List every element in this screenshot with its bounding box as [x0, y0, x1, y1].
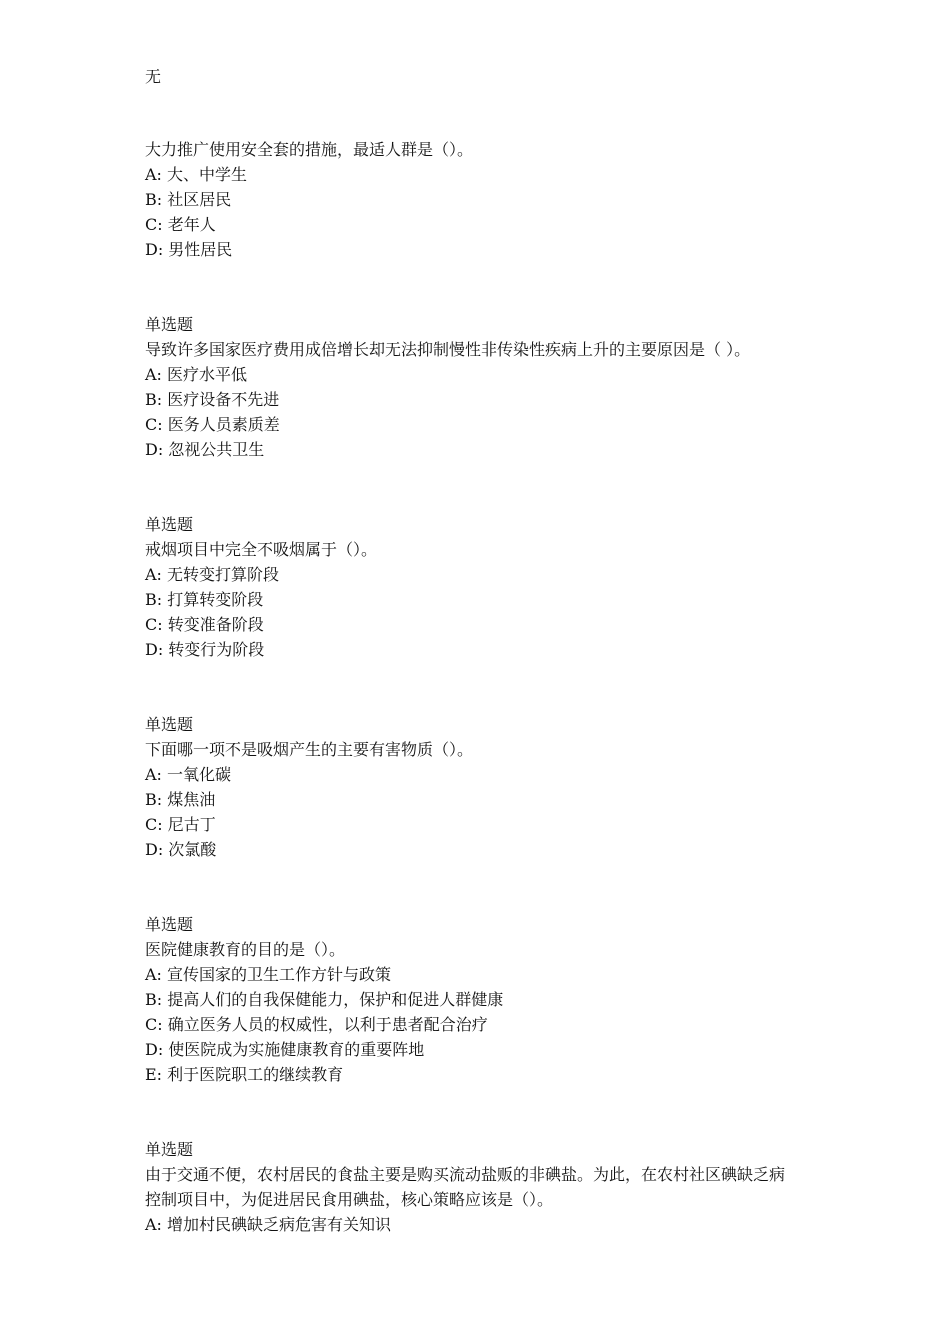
document-page: [145, 0, 825, 1237]
question-stem: 戒烟项目中完全不吸烟属于（）。: [145, 540, 378, 559]
option-a: A: 医疗水平低: [145, 365, 248, 384]
option-d: D: 次氯酸: [145, 840, 217, 859]
option-a: A: 宣传国家的卫生工作方针与政策: [145, 965, 392, 984]
question-stem-line-1: 由于交通不便，农村居民的食盐主要是购买流动盐贩的非碘盐。为此，在农村社区碘缺乏病: [145, 1165, 786, 1184]
option-a: A: 一氧化碳: [145, 765, 232, 784]
option-a: A: 无转变打算阶段: [145, 565, 280, 584]
question-6: [145, 1137, 825, 1237]
question-type: 单选题: [145, 315, 194, 334]
question-stem: 下面哪一项不是吸烟产生的主要有害物质（）。: [145, 740, 474, 759]
top-note: 无: [145, 67, 162, 86]
question-stem: 医院健康教育的目的是（）。: [145, 940, 346, 959]
question-5: [145, 912, 825, 1087]
question-1: [145, 137, 825, 262]
option-e: E: 利于医院职工的继续教育: [145, 1065, 344, 1084]
option-c: C: 转变准备阶段: [145, 615, 264, 634]
option-c: C: 医务人员素质差: [145, 415, 280, 434]
option-a: A: 大、中学生: [145, 165, 248, 184]
option-d: D: 男性居民: [145, 240, 233, 259]
option-b: B: 打算转变阶段: [145, 590, 264, 609]
question-type: 单选题: [145, 1140, 194, 1159]
option-d: D: 使医院成为实施健康教育的重要阵地: [145, 1040, 425, 1059]
question-4: [145, 712, 825, 862]
question-stem: 导致许多国家医疗费用成倍增长却无法抑制慢性非传染性疾病上升的主要原因是（ ）。: [145, 340, 751, 359]
question-2: [145, 312, 825, 462]
question-stem: 大力推广使用安全套的措施，最适人群是（）。: [145, 140, 474, 159]
option-c: C: 尼古丁: [145, 815, 216, 834]
option-b: B: 煤焦油: [145, 790, 216, 809]
question-type: 单选题: [145, 915, 194, 934]
question-type: 单选题: [145, 715, 194, 734]
option-c: C: 确立医务人员的权威性，以利于患者配合治疗: [145, 1015, 488, 1034]
option-d: D: 忽视公共卫生: [145, 440, 265, 459]
option-d: D: 转变行为阶段: [145, 640, 265, 659]
option-a: A: 增加村民碘缺乏病危害有关知识: [145, 1215, 392, 1234]
question-type: 单选题: [145, 515, 194, 534]
option-b: B: 医疗设备不先进: [145, 390, 280, 409]
option-c: C: 老年人: [145, 215, 216, 234]
question-stem-line-2: 控制项目中，为促进居民食用碘盐，核心策略应该是（）。: [145, 1190, 554, 1209]
option-b: B: 社区居民: [145, 190, 232, 209]
question-3: [145, 512, 825, 662]
option-b: B: 提高人们的自我保健能力，保护和促进人群健康: [145, 990, 504, 1009]
